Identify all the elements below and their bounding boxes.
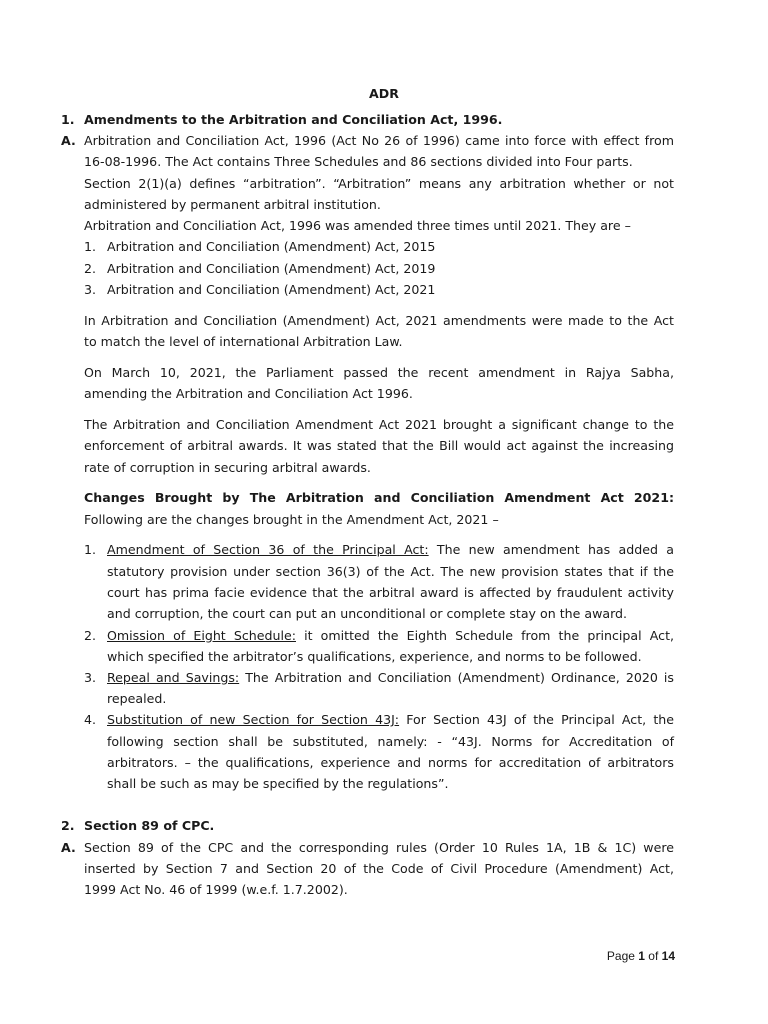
page-number-of: of xyxy=(644,949,662,963)
paragraph-line: administered by permanent arbitral institution. xyxy=(84,197,381,212)
list-item-text: The Arbitration and Conciliation (Amendment) Ordinance, 2020 is xyxy=(239,670,674,685)
list-item: Arbitration and Conciliation (Amendment) Act, 2019 xyxy=(107,261,436,276)
page-number xyxy=(607,948,675,964)
changes-heading: Changes Brought by The Arbitration and Conciliation Amendment Act 2021: xyxy=(84,490,674,505)
section-2-heading: Section 89 of CPC. xyxy=(84,818,215,833)
paragraph-line: amending the Arbitration and Conciliation Act 1996. xyxy=(84,386,413,401)
list-item-line: shall be such as may be specified by the regulations”. xyxy=(107,776,449,791)
section-1-sub-marker: A. xyxy=(61,133,76,148)
list-item-label: Substitution of new Section for Section 43J: xyxy=(107,712,400,727)
list-item-label: Omission of Eight Schedule: xyxy=(107,628,296,643)
list-item-number: 2. xyxy=(84,628,97,643)
list-item: Arbitration and Conciliation (Amendment) Act, 2021 xyxy=(107,282,436,297)
list-item-line: following section shall be substituted, namely: - “43J. Norms for Accreditation of xyxy=(107,734,674,749)
list-item-number: 1. xyxy=(84,239,97,254)
list-item-number: 4. xyxy=(84,712,97,727)
paragraph-line: 1999 Act No. 46 of 1999 (w.e.f. 1.7.2002). xyxy=(84,882,348,897)
paragraph-line: In Arbitration and Conciliation (Amendment) Act, 2021 amendments were made to the Act xyxy=(84,313,674,328)
list-item-line: repealed. xyxy=(107,691,167,706)
list-item xyxy=(107,541,674,558)
list-item-number: 3. xyxy=(84,670,97,685)
list-item-line: which specified the arbitrator’s qualifications, experience, and norms to be followed. xyxy=(107,649,642,664)
list-item xyxy=(107,627,674,644)
list-item-label: Amendment of Section 36 of the Principal Act: xyxy=(107,542,429,557)
list-item xyxy=(107,669,674,686)
list-item-line: and corruption, the court can put an unconditional or complete stay on the award. xyxy=(107,606,628,621)
paragraph-line: inserted by Section 7 and Section 20 of the Code of Civil Procedure (Amendment) Act, xyxy=(84,861,674,876)
list-item-text: it omitted the Eighth Schedule from the principal Act, xyxy=(295,628,675,643)
list-item-number: 1. xyxy=(84,542,97,557)
paragraph-line: Arbitration and Conciliation Act, 1996 was amended three times until 2021. They are – xyxy=(84,218,631,233)
list-item: Arbitration and Conciliation (Amendment) Act, 2015 xyxy=(107,239,436,254)
list-item-text: For Section 43J of the Principal Act, the xyxy=(399,712,674,727)
list-item-line: arbitrators. – the qualifications, experience and norms for accreditation of arbitrators xyxy=(107,755,674,770)
list-item-text: The new amendment has added a xyxy=(428,542,674,557)
paragraph-line: 16-08-1996. The Act contains Three Schedules and 86 sections divided into Four parts. xyxy=(84,154,633,169)
page-number-current: 1 xyxy=(638,949,645,963)
changes-intro: Following are the changes brought in the Amendment Act, 2021 – xyxy=(84,512,499,527)
page-number-prefix: Page xyxy=(606,949,639,963)
paragraph-line: On March 10, 2021, the Parliament passed the recent amendment in Rajya Sabha, xyxy=(84,365,674,380)
paragraph-line: The Arbitration and Conciliation Amendment Act 2021 brought a significant change to the xyxy=(84,417,674,432)
list-item xyxy=(107,711,674,728)
list-item-line: court has prima facie evidence that the arbitral award is affected by fraudulent activity xyxy=(107,585,674,600)
paragraph-line: enforcement of arbitral awards. It was stated that the Bill would act against the increasing xyxy=(84,438,674,453)
paragraph-line: to match the level of international Arbitration Law. xyxy=(84,334,403,349)
list-item-number: 3. xyxy=(84,282,97,297)
section-1-number: 1. xyxy=(61,112,75,127)
page-number-total: 14 xyxy=(661,949,675,963)
paragraph-line: rate of corruption in securing arbitral awards. xyxy=(84,460,371,475)
paragraph-line: Section 2(1)(a) defines “arbitration”. “Arbitration” means any arbitration whether or not xyxy=(84,176,674,191)
section-2-sub-marker: A. xyxy=(61,840,76,855)
section-1-heading: Amendments to the Arbitration and Conciliation Act, 1996. xyxy=(84,112,503,127)
list-item-label: Repeal and Savings: xyxy=(107,670,240,685)
paragraph-line: Arbitration and Conciliation Act, 1996 (Act No 26 of 1996) came into force with effect from xyxy=(84,133,674,148)
document-title: ADR xyxy=(369,86,399,101)
list-item-number: 2. xyxy=(84,261,97,276)
section-2-number: 2. xyxy=(61,818,75,833)
paragraph-line: Section 89 of the CPC and the corresponding rules (Order 10 Rules 1A, 1B & 1C) were xyxy=(84,840,674,855)
list-item-line: statutory provision under section 36(3) of the Act. The new provision states that if the xyxy=(107,564,674,579)
